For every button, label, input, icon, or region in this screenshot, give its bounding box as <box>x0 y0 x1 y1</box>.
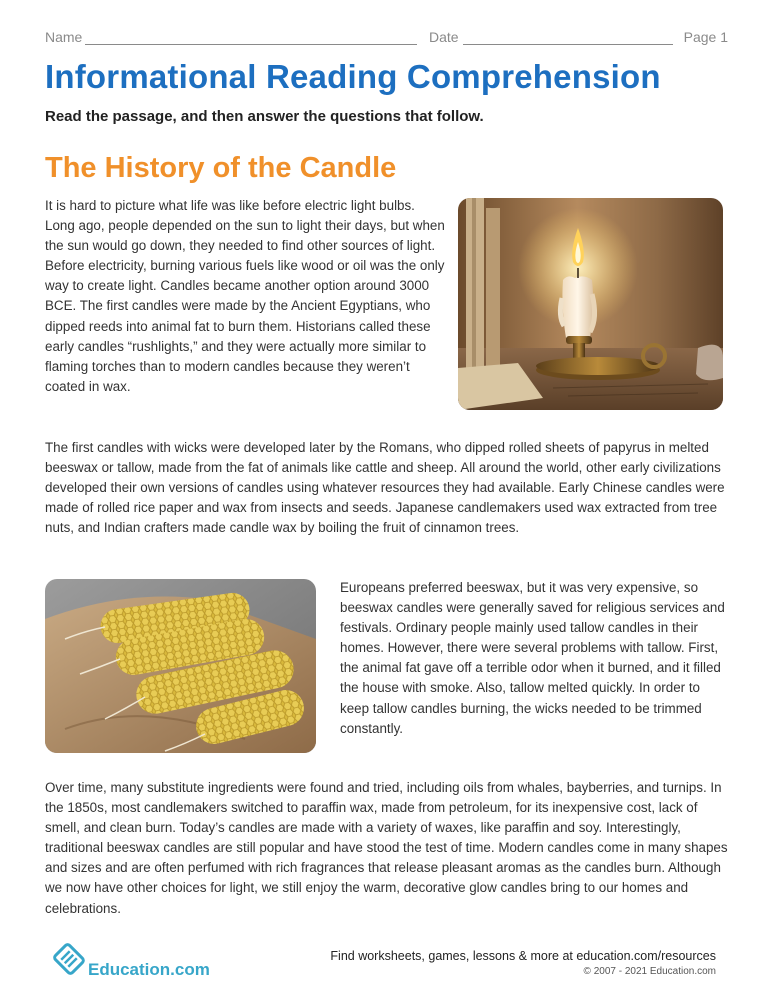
footer-tagline[interactable]: Find worksheets, games, lessons & more at education.com/resources <box>330 949 716 963</box>
passage-paragraph-3: Europeans preferred beeswax, but it was very expensive, so beeswax candles were generally saved for religious services and festivals. Ordinary people mainly used tallow candles in their homes. However, there were several problems with tallow. First, the animal fat gave off a terrible odor when it burned, and it filled the house with smoke. Also, tallow melted quickly. In order to keep tallow candles burning, the wicks needed to be trimmed constantly. <box>340 580 725 736</box>
page-number: Page 1 <box>683 29 728 45</box>
name-line[interactable] <box>85 44 417 45</box>
worksheet-instructions: Read the passage, and then answer the questions that follow. <box>45 108 484 125</box>
education-logo-icon <box>52 942 86 976</box>
header-fields <box>45 27 728 49</box>
candle-photo <box>458 198 723 410</box>
passage-paragraph-1: It is hard to picture what life was like before electric light bulbs. Long ago, people depended on the sun to light their days, but when the sun would go down, they needed to find other sources of light. Before electricity, burning various fuels like wood or oil was the only way to create light. Candles became another option around 3000 BCE. The first candles were made by the Ancient Egyptians, who dipped reeds into animal fat to burn them. Historians called these early candles “rushlights,” and they were actually more similar to flaming torches than to modern candles because they weren’t coated in wax. <box>45 198 445 394</box>
passage-paragraph-4: Over time, many substitute ingredients were found and tried, including oils from whales, bayberries, and turnips. In the 1850s, most candlemakers switched to paraffin wax, made from petroleum, for its inexpensive cost, lack of smell, and clean burn. Today’s candles are made with a variety of waxes, like paraffin and soy. Interestingly, traditional beeswax candles are still popular and have stood the test of time. Modern candles come in many shapes and sizes and are often perfumed with rich fragrances that release pleasant aromas as the candles burn. Although we now have other choices for light, we still enjoy the warm, decorative glow candles bring to our homes and celebrations. <box>45 780 728 916</box>
date-line[interactable] <box>463 44 673 45</box>
date-label: Date <box>429 29 459 45</box>
education-logo-text[interactable]: Education.com <box>88 960 210 979</box>
passage-title: The History of the Candle <box>45 152 397 184</box>
footer-copyright: © 2007 - 2021 Education.com <box>583 966 716 977</box>
footer-info <box>330 949 716 977</box>
worksheet-title: Informational Reading Comprehension <box>45 58 661 95</box>
beeswax-candles-photo <box>45 579 316 753</box>
passage-paragraph-2: The first candles with wicks were developed later by the Romans, who dipped rolled sheets of papyrus in melted beeswax or tallow, made from the fat of animals like cattle and sheep. All around the world, other early civilizations developed their own versions of candles using whatever resources they had available. Early Chinese candles were made of rolled rice paper and wax from insects and seeds. Japanese candlemakers used wax extracted from tree nuts, and Indian crafters made candle wax by boiling the fruit of cinnamon trees. <box>45 440 725 536</box>
name-label: Name <box>45 29 83 45</box>
